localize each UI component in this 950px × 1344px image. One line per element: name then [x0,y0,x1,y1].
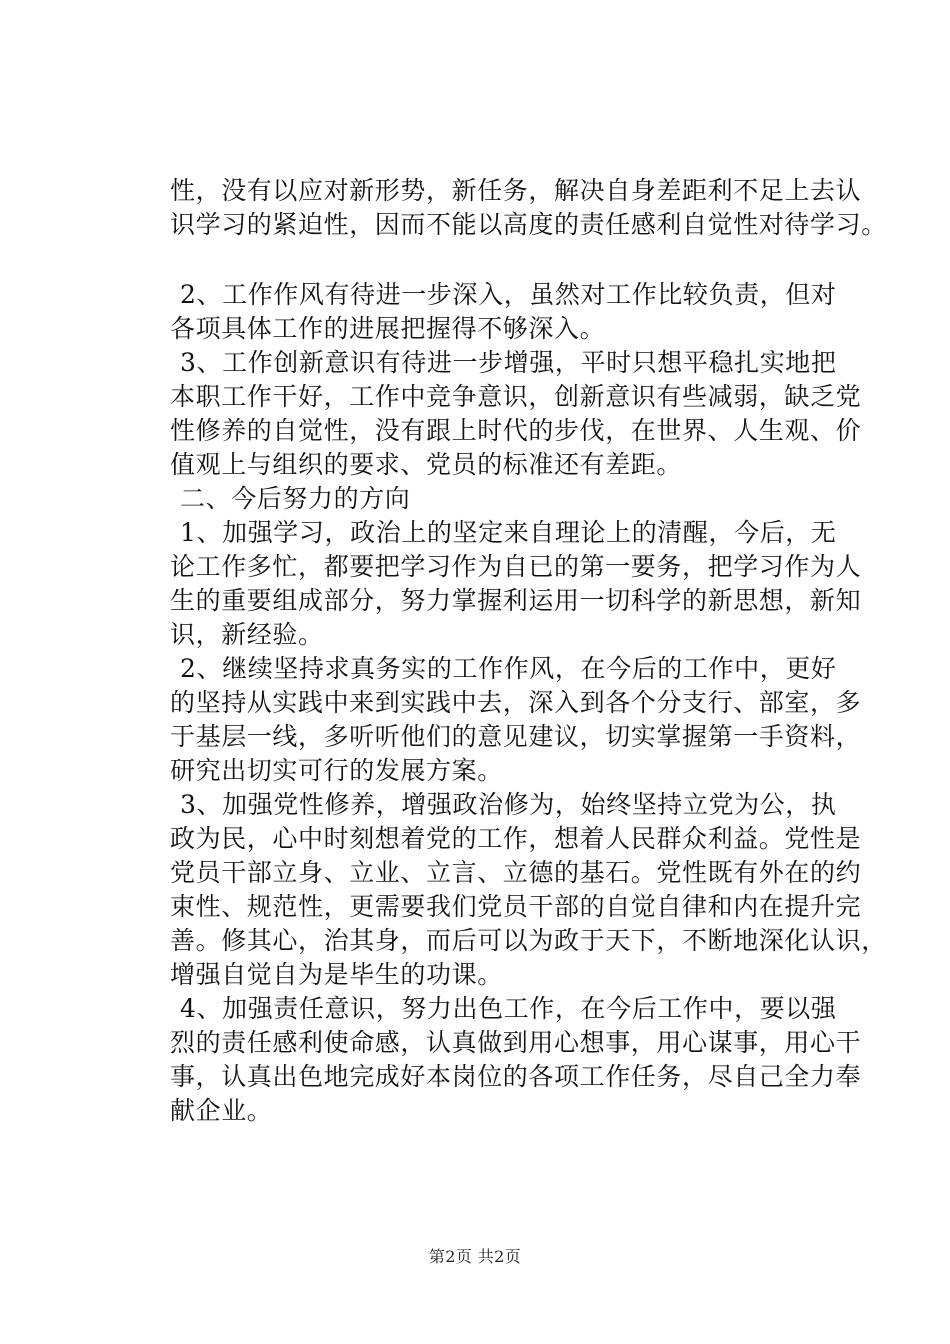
body-line: 性修养的自觉性，没有跟上时代的步伐，在世界、人生观、价 [170,416,862,445]
paragraph-start-line: 2、工作作风有待进一步深入，虽然对工作比较负责，但对 [180,280,837,309]
paragraph-start-line: 1、加强学习，政治上的坚定来自理论上的清醒，今后，无 [180,518,837,547]
paragraph-start-line: 4、加强责任意识，努力出色工作，在今后工作中，要以强 [180,994,837,1023]
body-line: 事，认真出色地完成好本岗位的各项工作任务，尽自己全力奉 [170,1062,862,1091]
body-line: 论工作多忙，都要把学习作为自已的第一要务，把学习作为人 [170,552,862,581]
body-line: 增强自觉自为是毕生的功课。 [170,960,503,989]
body-line: 各项具体工作的进展把握得不够深入。 [170,314,606,343]
body-line: 党员干部立身、立业、立言、立德的基石。党性既有外在的约 [170,858,862,887]
body-line: 识学习的紧迫性，因而不能以高度的责任感利自觉性对待学习。 [170,210,887,239]
document-body [170,174,887,1128]
page-number-footer: 第2页 共2页 [428,1247,522,1266]
body-line: 政为民，心中时刻想着党的工作，想着人民群众利益。党性是 [170,824,862,853]
paragraph-start-line: 3、工作创新意识有待进一步增强，平时只想平稳扎实地把 [180,348,837,377]
body-line: 烈的责任感利使命感，认真做到用心想事，用心谋事，用心干 [170,1028,862,1057]
body-line: 识，新经验。 [170,620,324,649]
section-heading: 二、今后努力的方向 [180,484,411,513]
body-line: 生的重要组成部分，努力掌握利运用一切科学的新思想，新知 [170,586,862,615]
body-line: 善。修其心，治其身，而后可以为政于天下，不断地深化认识， [170,926,887,955]
body-line: 献企业。 [170,1096,273,1125]
body-line: 性，没有以应对新形势，新任务，解决自身差距利不足上去认 [170,176,862,205]
paragraph-start-line: 3、加强党性修养，增强政治修为，始终坚持立党为公，执 [180,790,837,819]
body-line: 束性、规范性，更需要我们党员干部的自觉自律和内在提升完 [170,892,862,921]
body-line: 值观上与组织的要求、党员的标准还有差距。 [170,450,683,479]
paragraph-start-line: 2、继续坚持求真务实的工作作风，在今后的工作中，更好 [180,654,837,683]
body-line: 的坚持从实践中来到实践中去，深入到各个分支行、部室，多 [170,688,862,717]
body-line: 本职工作干好，工作中竞争意识，创新意识有些减弱，缺乏党 [170,382,862,411]
body-line: 于基层一线，多听听他们的意见建议，切实掌握第一手资料， [170,722,862,751]
body-line: 研究出切实可行的发展方案。 [170,756,503,785]
